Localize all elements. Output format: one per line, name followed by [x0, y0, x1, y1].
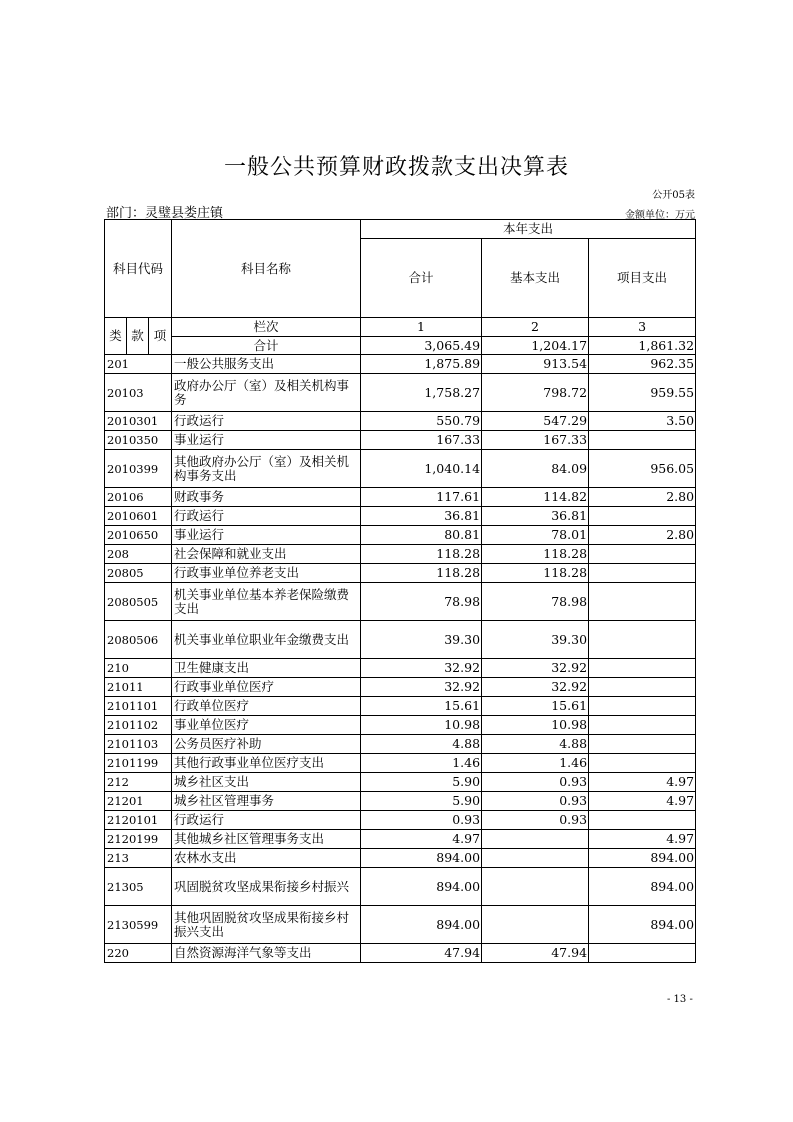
total-cell: 1,040.14 [361, 450, 482, 488]
table-row [105, 735, 696, 754]
project-cell [589, 735, 696, 754]
project-cell [589, 431, 696, 450]
basic-cell: 798.72 [482, 374, 589, 412]
header-column-no: 栏次 [172, 318, 361, 337]
subject-code-cell: 212 [105, 773, 172, 792]
basic-cell: 913.54 [482, 355, 589, 374]
subject-name-cell: 事业运行 [172, 431, 361, 450]
table-row [105, 450, 696, 488]
total-cell: 894.00 [361, 868, 482, 906]
project-cell: 962.35 [589, 355, 696, 374]
table-row [105, 526, 696, 545]
total-cell: 4.97 [361, 830, 482, 849]
table-row [105, 355, 696, 374]
subject-code-cell: 2101102 [105, 716, 172, 735]
subject-name-cell: 农林水支出 [172, 849, 361, 868]
project-cell: 4.97 [589, 830, 696, 849]
project-cell [589, 564, 696, 583]
table-row [105, 716, 696, 735]
total-cell: 78.98 [361, 583, 482, 621]
subject-name-cell: 一般公共服务支出 [172, 355, 361, 374]
total-cell: 80.81 [361, 526, 482, 545]
table-row [105, 431, 696, 450]
total-cell: 118.28 [361, 545, 482, 564]
table-row [105, 678, 696, 697]
project-cell [589, 811, 696, 830]
basic-cell: 0.93 [482, 792, 589, 811]
header-col3: 3 [589, 318, 696, 337]
subject-code-cell: 210 [105, 659, 172, 678]
subject-code-cell: 2101103 [105, 735, 172, 754]
subject-name-cell: 机关事业单位基本养老保险缴费支出 [172, 583, 361, 621]
project-cell [589, 583, 696, 621]
total-cell: 894.00 [361, 906, 482, 944]
total-cell: 118.28 [361, 564, 482, 583]
total-cell: 117.61 [361, 488, 482, 507]
subject-name-cell: 财政事务 [172, 488, 361, 507]
subject-name-cell: 事业运行 [172, 526, 361, 545]
header-col1: 1 [361, 318, 482, 337]
total-cell: 15.61 [361, 697, 482, 716]
subject-code-cell: 21201 [105, 792, 172, 811]
table-row [105, 849, 696, 868]
department-label: 部门：灵璧县娄庄镇 [106, 206, 224, 221]
subject-name-cell: 其他政府办公厅（室）及相关机构事务支出 [172, 450, 361, 488]
total-cell: 0.93 [361, 811, 482, 830]
basic-cell: 0.93 [482, 773, 589, 792]
basic-cell [482, 830, 589, 849]
header-total: 合计 [361, 239, 482, 318]
basic-cell: 78.98 [482, 583, 589, 621]
project-cell: 956.05 [589, 450, 696, 488]
subject-name-cell: 公务员医疗补助 [172, 735, 361, 754]
subject-name-cell: 行政运行 [172, 811, 361, 830]
subject-name-cell: 机关事业单位职业年金缴费支出 [172, 621, 361, 659]
subject-code-cell: 20805 [105, 564, 172, 583]
subject-name-cell: 社会保障和就业支出 [172, 545, 361, 564]
basic-cell [482, 868, 589, 906]
project-cell [589, 697, 696, 716]
form-code: 公开05表 [652, 190, 695, 201]
header-xiang: 项 [149, 318, 172, 355]
basic-cell [482, 849, 589, 868]
project-cell: 894.00 [589, 906, 696, 944]
subject-code-cell: 21305 [105, 868, 172, 906]
basic-cell: 32.92 [482, 659, 589, 678]
table-row [105, 697, 696, 716]
total-cell: 39.30 [361, 621, 482, 659]
table-row [105, 412, 696, 431]
table-row [105, 811, 696, 830]
basic-cell: 547.29 [482, 412, 589, 431]
header-current-year: 本年支出 [361, 220, 696, 239]
total-label: 合计 [172, 337, 361, 355]
basic-cell: 0.93 [482, 811, 589, 830]
basic-cell: 167.33 [482, 431, 589, 450]
table-row [105, 545, 696, 564]
total-cell: 1,875.89 [361, 355, 482, 374]
project-cell: 2.80 [589, 488, 696, 507]
subject-code-cell: 2101199 [105, 754, 172, 773]
subject-code-cell: 2010601 [105, 507, 172, 526]
table-body [105, 355, 696, 963]
table-row [105, 944, 696, 963]
subject-name-cell: 卫生健康支出 [172, 659, 361, 678]
basic-cell [482, 906, 589, 944]
total-amount: 3,065.49 [361, 337, 482, 355]
total-cell: 167.33 [361, 431, 482, 450]
subject-code-cell: 220 [105, 944, 172, 963]
header-lei: 类 [105, 318, 127, 355]
subject-code-cell: 208 [105, 545, 172, 564]
subject-code-cell: 2010399 [105, 450, 172, 488]
subject-code-cell: 2130599 [105, 906, 172, 944]
table-row [105, 507, 696, 526]
subject-name-cell: 行政事业单位医疗 [172, 678, 361, 697]
total-cell: 550.79 [361, 412, 482, 431]
basic-cell: 1.46 [482, 754, 589, 773]
basic-cell: 15.61 [482, 697, 589, 716]
subject-code-cell: 21011 [105, 678, 172, 697]
subject-code-cell: 2010301 [105, 412, 172, 431]
subject-name-cell: 政府办公厅（室）及相关机构事务 [172, 374, 361, 412]
project-cell: 4.97 [589, 792, 696, 811]
table-row [105, 830, 696, 849]
project-cell: 3.50 [589, 412, 696, 431]
total-cell: 32.92 [361, 659, 482, 678]
basic-cell: 39.30 [482, 621, 589, 659]
budget-table [104, 219, 696, 963]
basic-cell: 84.09 [482, 450, 589, 488]
subject-code-cell: 2010650 [105, 526, 172, 545]
project-cell [589, 678, 696, 697]
project-cell [589, 621, 696, 659]
total-cell: 32.92 [361, 678, 482, 697]
subject-name-cell: 其他行政事业单位医疗支出 [172, 754, 361, 773]
table-row [105, 659, 696, 678]
subject-code-cell: 201 [105, 355, 172, 374]
total-cell: 47.94 [361, 944, 482, 963]
subject-code-cell: 2080505 [105, 583, 172, 621]
total-cell: 1,758.27 [361, 374, 482, 412]
subject-name-cell: 自然资源海洋气象等支出 [172, 944, 361, 963]
unit-label: 金额单位：万元 [625, 210, 695, 221]
subject-code-cell: 2120199 [105, 830, 172, 849]
project-cell [589, 545, 696, 564]
total-cell: 5.90 [361, 792, 482, 811]
total-cell: 894.00 [361, 849, 482, 868]
basic-cell: 4.88 [482, 735, 589, 754]
subject-code-cell: 2080506 [105, 621, 172, 659]
header-subject-code: 科目代码 [105, 220, 172, 318]
table-row [105, 906, 696, 944]
table-row [105, 792, 696, 811]
table-row [105, 868, 696, 906]
project-cell [589, 659, 696, 678]
page-number: - 13 - [667, 994, 693, 1005]
table-row [105, 488, 696, 507]
project-cell: 959.55 [589, 374, 696, 412]
subject-name-cell: 事业单位医疗 [172, 716, 361, 735]
project-cell: 4.97 [589, 773, 696, 792]
basic-cell: 10.98 [482, 716, 589, 735]
total-project: 1,861.32 [589, 337, 696, 355]
subject-name-cell: 城乡社区管理事务 [172, 792, 361, 811]
total-cell: 4.88 [361, 735, 482, 754]
table-row [105, 564, 696, 583]
subject-name-cell: 行政事业单位养老支出 [172, 564, 361, 583]
header-col2: 2 [482, 318, 589, 337]
total-cell: 1.46 [361, 754, 482, 773]
header-project: 项目支出 [589, 239, 696, 318]
project-cell [589, 507, 696, 526]
subject-name-cell: 行政运行 [172, 507, 361, 526]
basic-cell: 32.92 [482, 678, 589, 697]
project-cell: 894.00 [589, 868, 696, 906]
subject-code-cell: 2101101 [105, 697, 172, 716]
project-cell: 894.00 [589, 849, 696, 868]
table-row [105, 583, 696, 621]
basic-cell: 118.28 [482, 545, 589, 564]
subject-name-cell: 城乡社区支出 [172, 773, 361, 792]
table-row [105, 754, 696, 773]
project-cell [589, 716, 696, 735]
subject-name-cell: 其他巩固脱贫攻坚成果衔接乡村振兴支出 [172, 906, 361, 944]
basic-cell: 47.94 [482, 944, 589, 963]
header-basic: 基本支出 [482, 239, 589, 318]
subject-name-cell: 行政运行 [172, 412, 361, 431]
header-subject-name: 科目名称 [172, 220, 361, 318]
subject-code-cell: 213 [105, 849, 172, 868]
table-row [105, 374, 696, 412]
page-title: 一般公共预算财政拨款支出决算表 [223, 155, 569, 180]
subject-code-cell: 20103 [105, 374, 172, 412]
basic-cell: 114.82 [482, 488, 589, 507]
project-cell [589, 944, 696, 963]
total-cell: 5.90 [361, 773, 482, 792]
subject-code-cell: 20106 [105, 488, 172, 507]
project-cell [589, 754, 696, 773]
subject-name-cell: 巩固脱贫攻坚成果衔接乡村振兴 [172, 868, 361, 906]
total-cell: 10.98 [361, 716, 482, 735]
basic-cell: 78.01 [482, 526, 589, 545]
table-row [105, 773, 696, 792]
subject-code-cell: 2010350 [105, 431, 172, 450]
basic-cell: 118.28 [482, 564, 589, 583]
basic-cell: 36.81 [482, 507, 589, 526]
subject-name-cell: 行政单位医疗 [172, 697, 361, 716]
total-cell: 36.81 [361, 507, 482, 526]
total-basic: 1,204.17 [482, 337, 589, 355]
header-kuan: 款 [127, 318, 149, 355]
subject-code-cell: 2120101 [105, 811, 172, 830]
table-row [105, 621, 696, 659]
project-cell: 2.80 [589, 526, 696, 545]
subject-name-cell: 其他城乡社区管理事务支出 [172, 830, 361, 849]
